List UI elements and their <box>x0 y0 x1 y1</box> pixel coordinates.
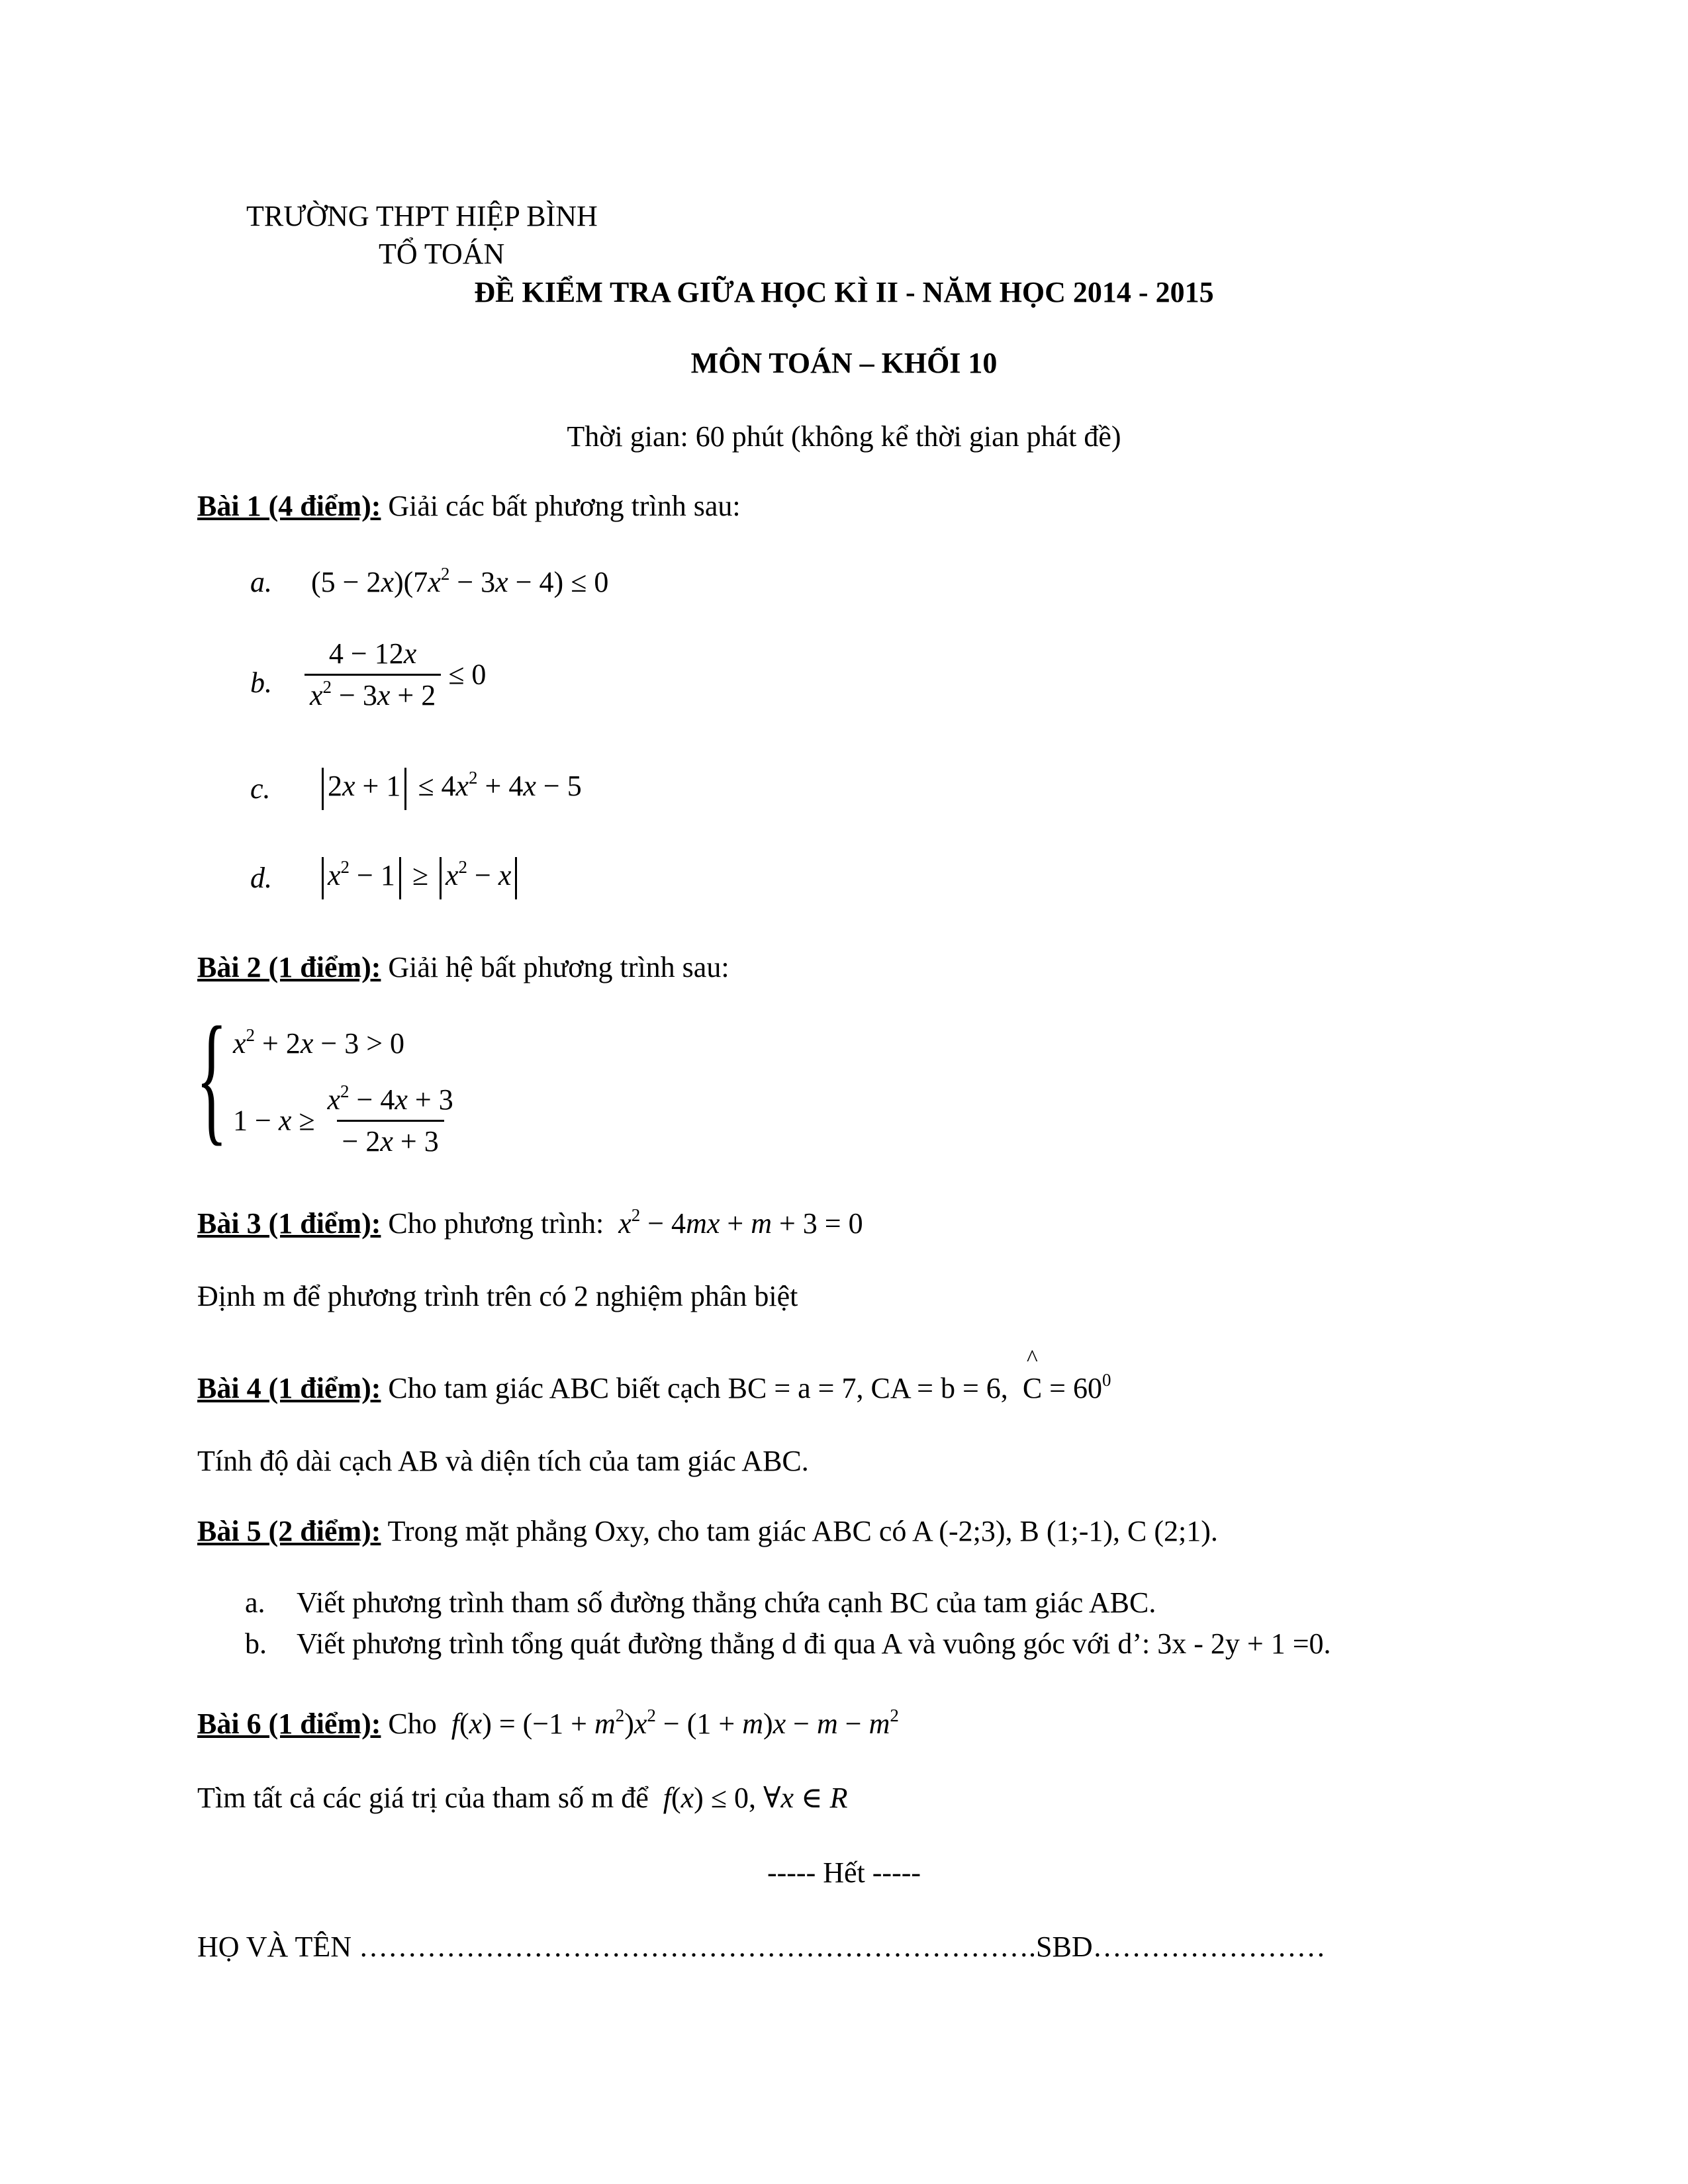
bai6-question <box>197 1784 848 1813</box>
name-label: HỌ VÀ TÊN <box>197 1931 359 1963</box>
name-dots[interactable]: ……………………………………………………………. <box>359 1931 1037 1963</box>
bai2-eq2: 1 − x ≥ $\frac{x^2 - 4x + 3}{- 2x + 3}$ <box>233 1081 453 1158</box>
sbd-label: SBD <box>1036 1931 1093 1963</box>
bai3-question: Định m để phương trình trên có 2 nghiệm phân biệt <box>197 1280 798 1312</box>
bai1-b-label: b. <box>250 666 272 699</box>
bai1-d-label: d. <box>250 862 272 894</box>
bai2-heading <box>197 953 729 982</box>
bai4-angle: C ^ = $60^0$ <box>1022 1345 1111 1404</box>
bai1-c-label: c. <box>250 772 271 805</box>
student-info-line <box>197 1933 1326 1962</box>
bai4-text: Cho tam giác ABC biết cạch BC = a = 7, CA = b = 6, <box>381 1372 1008 1404</box>
bai3-text: Cho phương trình: <box>381 1207 604 1240</box>
bai6-question-text: Tìm tất cả các giá trị của tham số m để <box>197 1782 649 1814</box>
bai4-question: Tính độ dài cạch AB và diện tích của tam giác ABC. <box>197 1445 809 1477</box>
bai2-title: Bài 2 (1 điểm): <box>197 951 381 983</box>
time-info: Thời gian: 60 phút (không kể thời gian phát đề) <box>567 420 1121 453</box>
bai1-heading <box>197 492 741 521</box>
bai1-title: Bài 1 (4 điểm): <box>197 490 381 522</box>
bai1-text: Giải các bất phương trình sau: <box>381 490 741 522</box>
bai5-text: Trong mặt phẳng Oxy, cho tam giác ABC có A (-2;3), B (1;-1), C (2;1). <box>381 1515 1218 1547</box>
bai5-a-label: a. <box>245 1586 265 1619</box>
bai1-a-formula: $(5 - 2x)(7x^2 - 3x - 4) \le 0$ <box>311 564 609 598</box>
bai6-heading <box>197 1706 899 1740</box>
bai4-heading <box>197 1345 1111 1404</box>
end-marker: ----- Hết ----- <box>767 1856 921 1889</box>
bai5-heading <box>197 1517 1218 1546</box>
bai6-text: Cho <box>381 1707 437 1740</box>
system-brace: { <box>196 997 228 1158</box>
bai3-equation: $x^2 - 4mx + m + 3 = 0$ <box>618 1205 863 1240</box>
bai6-condition: f(x) ≤ 0, ∀x ∈ R <box>663 1782 848 1814</box>
bai5-b-label: b. <box>245 1627 267 1660</box>
bai6-function: $f(x) = (-1 + m^2)x^2 - (1 + m)x - m - m^2$ <box>451 1706 899 1740</box>
bai1-b-formula: $\frac{4 - 12x}{x^2 - 3x + 2}$ ≤ 0 <box>305 639 486 710</box>
subject-title: MÔN TOÁN – KHỐI 10 <box>690 347 998 379</box>
school-name: TRƯỜNG THPT HIỆP BÌNH <box>246 200 598 232</box>
exam-title: ĐỀ KIỂM TRA GIỮA HỌC KÌ II - NĂM HỌC 2014 - 2015 <box>474 276 1214 308</box>
bai2-text: Giải hệ bất phương trình sau: <box>381 951 729 983</box>
bai6-title: Bài 6 (1 điểm): <box>197 1707 381 1740</box>
department-name: TỔ TOÁN <box>379 238 505 270</box>
bai5-a-text: Viết phương trình tham số đường thẳng chứa cạnh BC của tam giác ABC. <box>297 1586 1156 1619</box>
bai1-d-formula: $x^2 - 1 \ge x^2 - x$ <box>318 857 521 899</box>
bai3-title: Bài 3 (1 điểm): <box>197 1207 381 1240</box>
bai4-title: Bài 4 (1 điểm): <box>197 1372 381 1404</box>
bai1-c-formula: $2x + 1 \le 4x^2 + 4x - 5$ <box>318 768 582 810</box>
bai2-eq1: $x^2 + 2x - 3 > 0$ <box>233 1025 405 1060</box>
bai3-heading <box>197 1205 863 1240</box>
bai1-a-label: a. <box>250 566 272 598</box>
bai5-b-text: Viết phương trình tổng quát đường thẳng d đi qua A và vuông góc với d’: 3x - 2y + 1 =0. <box>297 1627 1331 1660</box>
sbd-dots[interactable]: …………………… <box>1092 1931 1326 1963</box>
bai5-title: Bài 5 (2 điểm): <box>197 1515 381 1547</box>
